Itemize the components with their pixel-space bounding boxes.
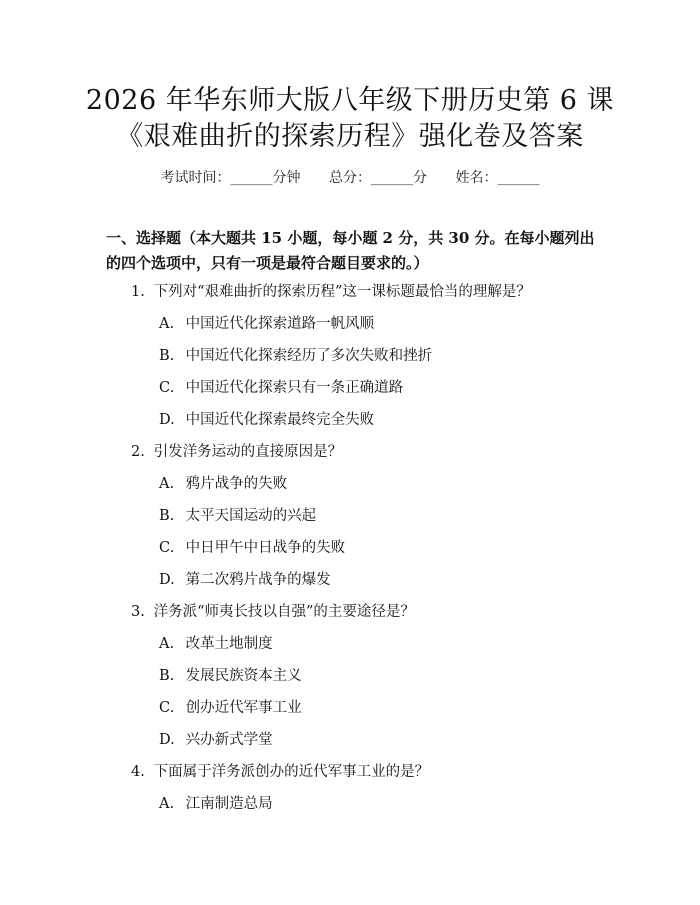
option-text: 中国近代化探索经历了多次失败和挫折 (185, 348, 433, 364)
question-1 (0, 276, 700, 436)
option-text: 兴办新式学堂 (185, 732, 273, 748)
question-stem (0, 276, 700, 308)
question-stem (0, 596, 700, 628)
question-number: 2. (131, 444, 145, 460)
option-d (0, 564, 700, 596)
question-text: 洋务派“师夷长技以自强”的主要途径是？ (153, 604, 415, 620)
question-3 (0, 596, 700, 756)
option-letter: D. (159, 572, 175, 588)
option-a (0, 628, 700, 660)
option-letter: B. (159, 348, 175, 364)
exam-info-row (0, 168, 700, 188)
option-letter: C. (159, 540, 175, 556)
question-text: 引发洋务运动的直接原因是？ (153, 444, 343, 460)
option-letter: D. (159, 412, 175, 428)
option-letter: A. (159, 636, 175, 652)
option-a (0, 468, 700, 500)
option-b (0, 500, 700, 532)
question-stem (0, 756, 700, 788)
option-text: 鸦片战争的失败 (185, 476, 288, 492)
option-text: 中国近代化探索最终完全失败 (185, 412, 375, 428)
question-number: 1. (131, 284, 145, 300)
question-4 (0, 756, 700, 820)
option-text: 第二次鸦片战争的爆发 (185, 572, 331, 588)
option-text: 江南制造总局 (185, 796, 273, 812)
section-heading: 一、选择题（本大题共 15 小题，每小题 2 分，共 30 分。在每小题列出的四个选项中，只有一项是最符合题目要求的。） (106, 229, 595, 272)
question-number: 3. (131, 604, 145, 620)
option-b (0, 340, 700, 372)
option-letter: A. (159, 316, 175, 332)
option-text: 太平天国运动的兴起 (185, 508, 317, 524)
question-text: 下面属于洋务派创办的近代军事工业的是？ (153, 764, 430, 780)
option-letter: C. (159, 380, 175, 396)
option-c (0, 532, 700, 564)
option-letter: A. (159, 796, 175, 812)
option-text: 创办近代军事工业 (185, 700, 302, 716)
option-letter: C. (159, 700, 175, 716)
student-name-field: 姓名：______ (455, 170, 540, 186)
option-letter: A. (159, 476, 175, 492)
option-text: 中国近代化探索道路一帆风顺 (185, 316, 375, 332)
option-d (0, 404, 700, 436)
question-stem (0, 436, 700, 468)
option-d (0, 724, 700, 756)
option-a (0, 308, 700, 340)
exam-time-field: 考试时间：______分钟 (160, 170, 301, 186)
document-title-line-1: 2026 年华东师大版八年级下册历史第 6 课 (85, 85, 615, 116)
question-text: 下列对“艰难曲折的探索历程”这一课标题最恰当的理解是？ (153, 284, 531, 300)
option-a (0, 788, 700, 820)
document-title-line-2: 《艰难曲折的探索历程》强化卷及答案 (116, 121, 584, 152)
option-text: 发展民族资本主义 (185, 668, 302, 684)
total-score-field: 总分：______分 (329, 170, 427, 186)
option-c (0, 692, 700, 724)
option-letter: D. (159, 732, 175, 748)
question-number: 4. (131, 764, 145, 780)
option-c (0, 372, 700, 404)
option-b (0, 660, 700, 692)
option-letter: B. (159, 668, 175, 684)
option-letter: B. (159, 508, 175, 524)
question-2 (0, 436, 700, 596)
option-text: 改革土地制度 (185, 636, 273, 652)
question-list (0, 276, 700, 820)
option-text: 中日甲午中日战争的失败 (185, 540, 346, 556)
option-text: 中国近代化探索只有一条正确道路 (185, 380, 404, 396)
